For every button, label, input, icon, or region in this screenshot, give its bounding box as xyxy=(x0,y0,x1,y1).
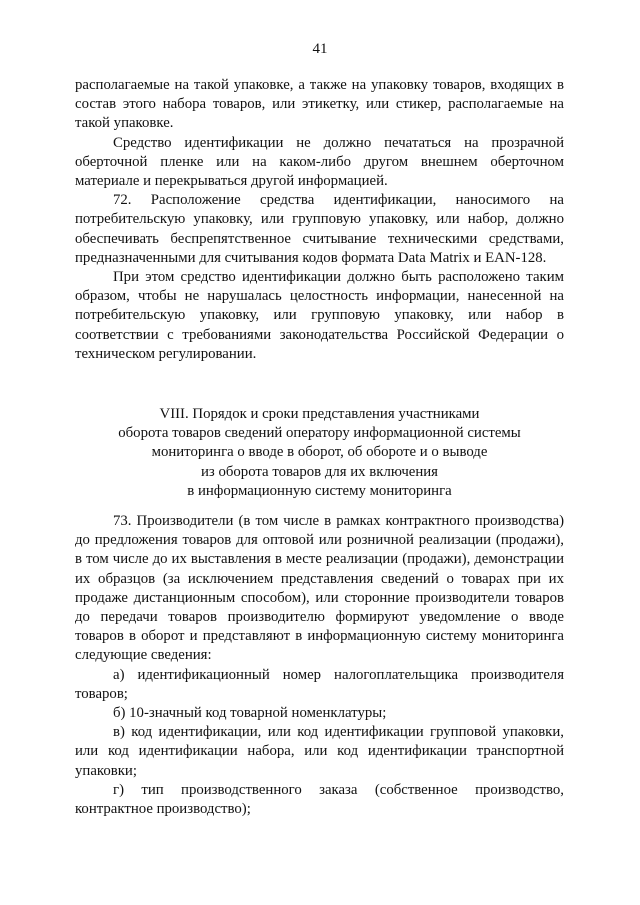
section-heading-line-1: VIII. Порядок и сроки представления участниками xyxy=(159,406,480,422)
paragraph-continued: располагаемые на такой упаковке, а также на упаковку товаров, входящих в состав этого набора товаров, или этикетку, или стикер, располагаемые на такой упаковке. xyxy=(75,77,564,132)
section-heading-line-5: в информационную систему мониторинга xyxy=(187,482,452,499)
section-heading-line-3: мониторинга о вводе в оборот, об обороте и о выводе xyxy=(151,444,488,461)
paragraph-identification-printing: Средство идентификации не должно печататься на прозрачной оберточной пленке или на каком-либо другом внешнем оберточном материале и перекрываться другой информацией. xyxy=(75,134,564,190)
list-item-c: в) код идентификации, или код идентификации групповой упаковки, или код идентификации набора, или код идентификации транспортной упаковки; xyxy=(75,724,564,779)
section-heading-line-4: из оборота товаров для их включения xyxy=(201,463,438,480)
body-block-bottom xyxy=(75,512,564,819)
list-item-b: б) 10-значный код товарной номенклатуры; xyxy=(113,705,387,722)
section-heading-line-2: оборота товаров сведений оператору информационной системы xyxy=(118,425,521,442)
list-item-d: г) тип производственного заказа (собственное производство, контрактное производство); xyxy=(75,781,564,818)
list-item-a: а) идентификационный номер налогоплательщика производителя товаров; xyxy=(75,666,564,702)
paragraph-integrity: При этом средство идентификации должно быть расположено таким образом, чтобы не нарушалась целостность информации, нанесенной на потребительскую упаковку, или групповую упаковку, или набор в соответствии с требованиями законодательства Российской Федерации о техническом регулировании. xyxy=(75,269,564,362)
body-block-top xyxy=(75,76,564,364)
page-number: 41 xyxy=(312,41,328,57)
paragraph-73: 73. Производители (в том числе в рамках контрактного производства) до предложения товаров для оптовой или розничной реализации (продажи), в том числе до их выставления в месте реализации (продажи), демонстрации их образцов (за исключением представления сведений о товарах при их продаже дистанционным способом), или сторонние производители товаров до передачи товаров производителю формируют уведомление о вводе товаров в оборот и представляют в информационную систему мониторинга следующие сведения: xyxy=(75,513,564,664)
paragraph-72: 72. Расположение средства идентификации, наносимого на потребительскую упаковку, или групповую упаковку, или набор, должно обеспечивать беспрепятственное считывание техническими средствами, предназначенными для считывания кодов формата Data Matrix и EAN-128. xyxy=(75,192,564,266)
section-heading xyxy=(75,405,564,501)
